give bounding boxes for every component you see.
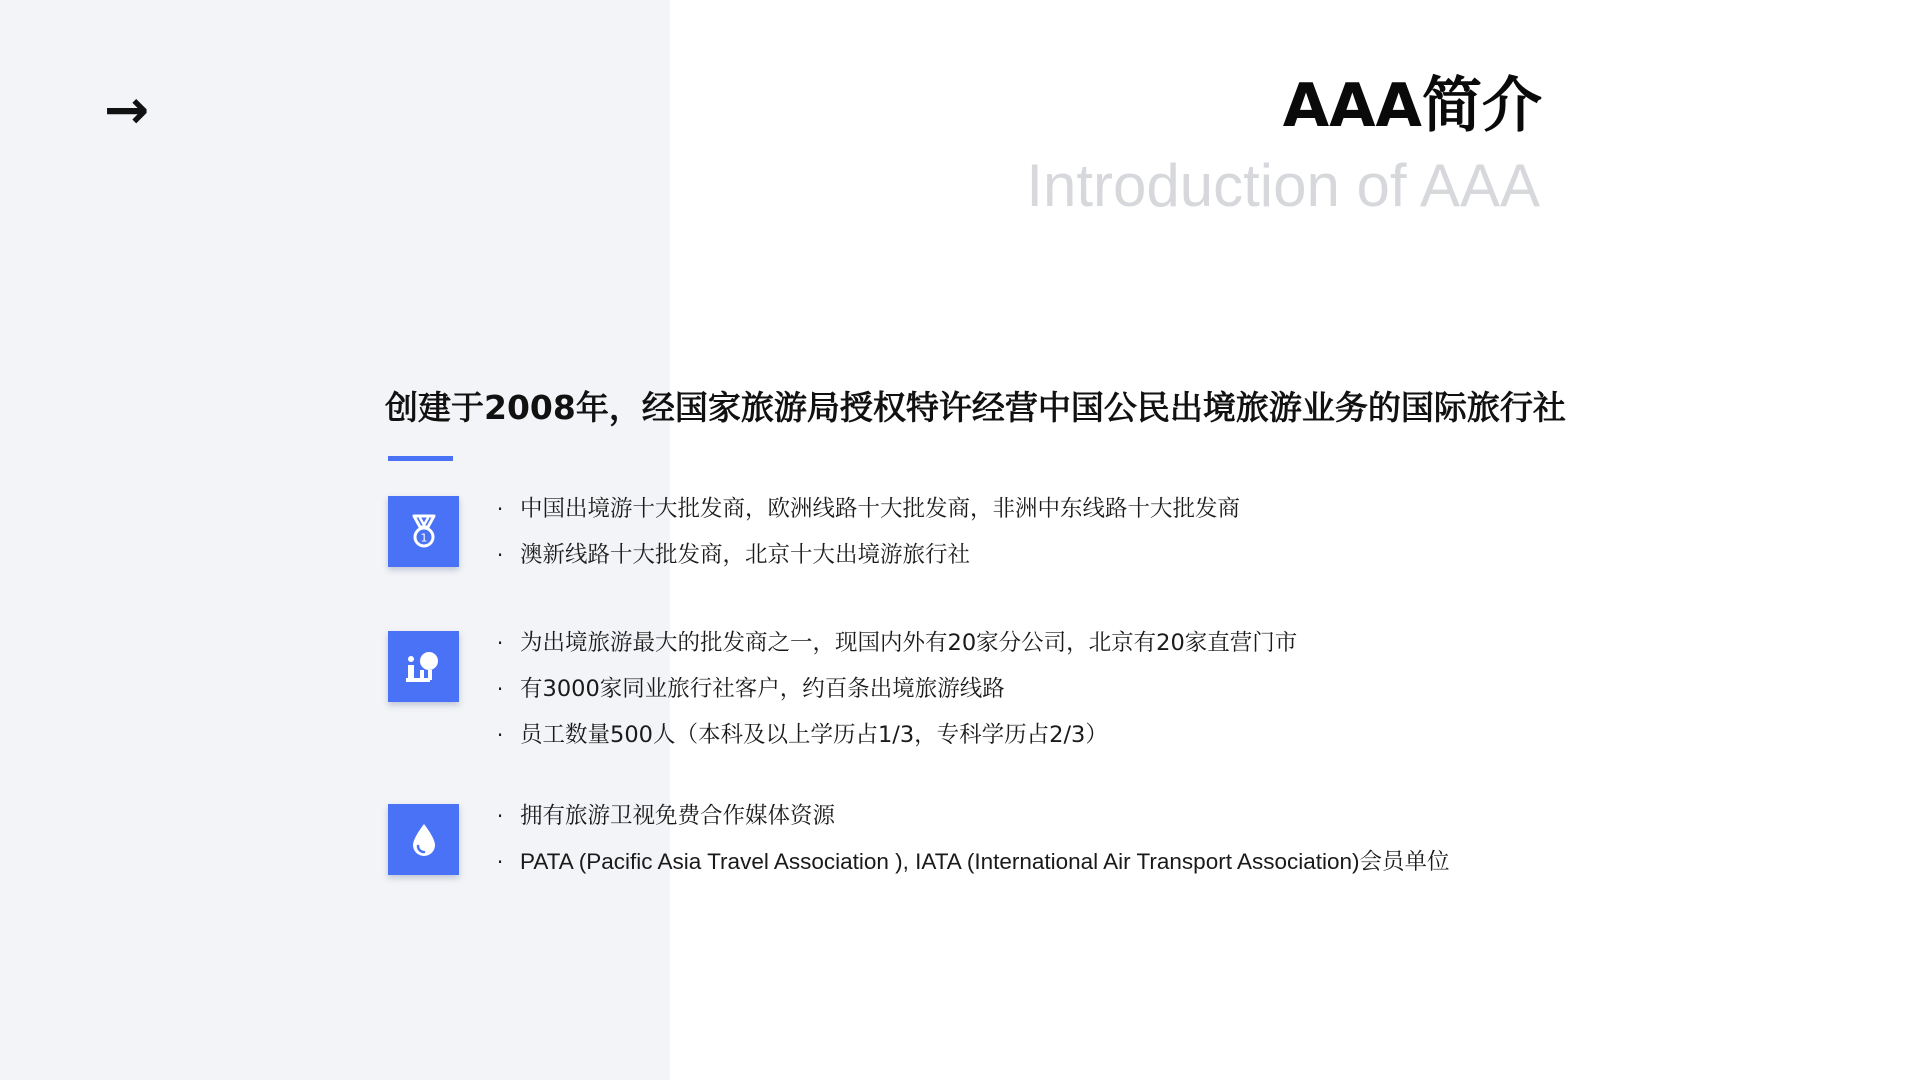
page-title: AAA简介 [1282, 71, 1542, 141]
medal-icon [409, 514, 439, 550]
list-item: · 中国出境游十大批发商，欧洲线路十大批发商，非洲中东线路十大批发商 [496, 496, 1241, 522]
info-person-icon-box [388, 631, 459, 702]
bullet-text: 中国出境游十大批发商，欧洲线路十大批发商，非洲中东线路十大批发商 [520, 496, 1241, 522]
bullet-text: 有3000家同业旅行社客户，约百条出境旅游线路 [520, 676, 1005, 702]
page-subtitle: Introduction of AAA [1026, 152, 1540, 219]
list-item: · 拥有旅游卫视免费合作媒体资源 [496, 803, 836, 829]
list-item: · PATA (Pacific Asia Travel Association ), IATA (International Air Transport Association)会员单位 [496, 849, 1450, 874]
accent-divider [388, 456, 453, 461]
arrow-right-icon[interactable]: → [104, 78, 150, 141]
list-item: · 澳新线路十大批发商，北京十大出境游旅行社 [496, 542, 971, 568]
medal-icon-box [388, 496, 459, 567]
bullet-text: 为出境旅游最大的批发商之一，现国内外有20家分公司，北京有20家直营门市 [520, 630, 1298, 656]
bullet-text: PATA (Pacific Asia Travel Association ), IATA (International Air Transport Association)会员单位 [520, 849, 1450, 874]
svg-text:1: 1 [420, 531, 427, 544]
bullet-list-scale [494, 620, 1297, 758]
water-drop-icon-box [388, 804, 459, 875]
list-item: · 员工数量500人（本科及以上学历占1/3，专科学历占2/3） [496, 722, 1108, 748]
bullet-text: 澳新线路十大批发商，北京十大出境游旅行社 [520, 542, 971, 568]
bullet-text: 员工数量500人（本科及以上学历占1/3，专科学历占2/3） [520, 722, 1108, 748]
bullet-text: 拥有旅游卫视免费合作媒体资源 [520, 803, 836, 829]
water-drop-icon [410, 822, 438, 858]
bullet-list-awards [494, 486, 1240, 578]
headline: 创建于2008年，经国家旅游局授权特许经营中国公民出境旅游业务的国际旅行社 [385, 388, 1566, 427]
bullet-list-media [494, 793, 1450, 885]
list-item: · 有3000家同业旅行社客户，约百条出境旅游线路 [496, 676, 1005, 702]
info-person-icon [405, 650, 443, 684]
list-item: · 为出境旅游最大的批发商之一，现国内外有20家分公司，北京有20家直营门市 [496, 630, 1298, 656]
